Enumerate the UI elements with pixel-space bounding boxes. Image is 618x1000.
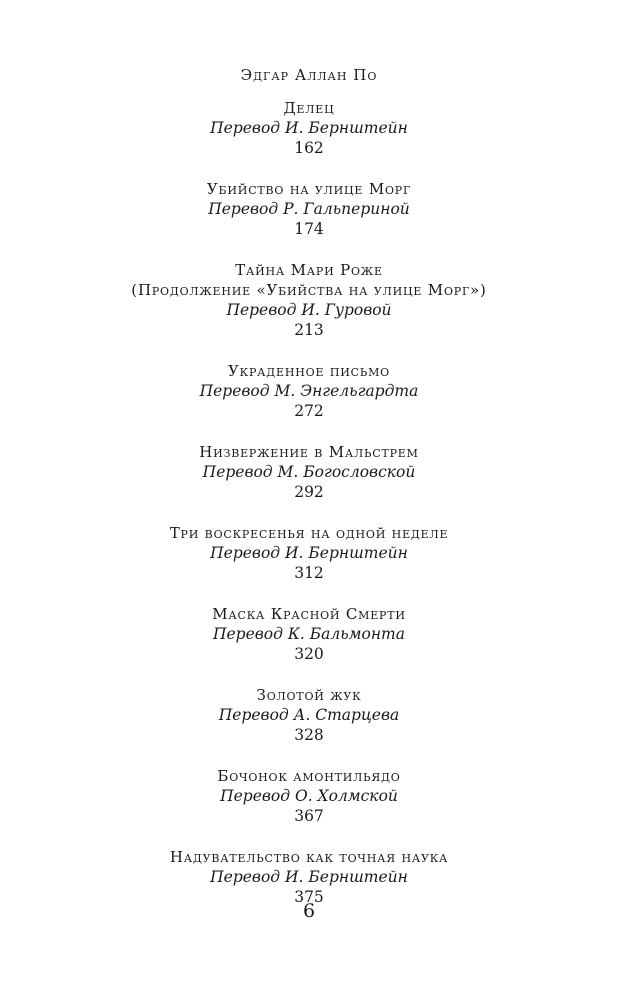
contents-entry [0,260,618,340]
contents-entry [0,523,618,583]
entry-page-number: 320 [294,645,324,663]
entry-page-number: 272 [294,402,324,420]
contents-list [0,98,618,928]
contents-entry [0,98,618,158]
contents-entry [0,604,618,664]
contents-entry [0,847,618,907]
entry-translator: Перевод Р. Гальпериной [208,200,410,218]
entry-title: Золотой жук [256,686,362,704]
entry-translator: Перевод М. Богословской [202,463,416,481]
entry-translator: Перевод О. Холмской [220,787,398,805]
entry-page-number: 328 [294,726,324,744]
entry-subtitle: (Продолжение «Убийства на улице Морг») [131,281,487,299]
entry-translator: Перевод И. Бернштейн [210,119,408,137]
entry-page-number: 375 [294,888,324,906]
contents-entry [0,179,618,239]
entry-translator: Перевод М. Энгельгардта [199,382,419,400]
entry-translator: Перевод А. Старцева [218,706,400,724]
entry-title: Надувательство как точная наука [169,848,449,866]
entry-translator: Перевод И. Гуровой [226,301,392,319]
entry-title: Бочонок амонтильядо [217,767,401,785]
running-header-author: Эдгар Аллан По [240,66,378,84]
contents-entry [0,442,618,502]
entry-translator: Перевод И. Бернштейн [210,868,408,886]
entry-page-number: 174 [294,220,324,238]
entry-page-number: 312 [294,564,324,582]
entry-title: Убийство на улице Морг [206,180,412,198]
entry-title: Низвержение в Мальстрем [199,443,419,461]
entry-title: Маска Красной Смерти [212,605,406,623]
contents-entry [0,685,618,745]
entry-title: Три воскресенья на одной неделе [169,524,449,542]
entry-translator: Перевод К. Бальмонта [212,625,405,643]
entry-page-number: 213 [294,321,324,339]
page-folio-number: 6 [302,900,316,922]
contents-entry [0,361,618,421]
entry-page-number: 162 [294,139,324,157]
contents-entry [0,766,618,826]
entry-title: Украденное письмо [228,362,390,380]
entry-page-number: 292 [294,483,324,501]
entry-title: Делец [283,99,335,117]
entry-page-number: 367 [294,807,324,825]
entry-title: Тайна Мари Роже [235,261,383,279]
entry-translator: Перевод И. Бернштейн [210,544,408,562]
